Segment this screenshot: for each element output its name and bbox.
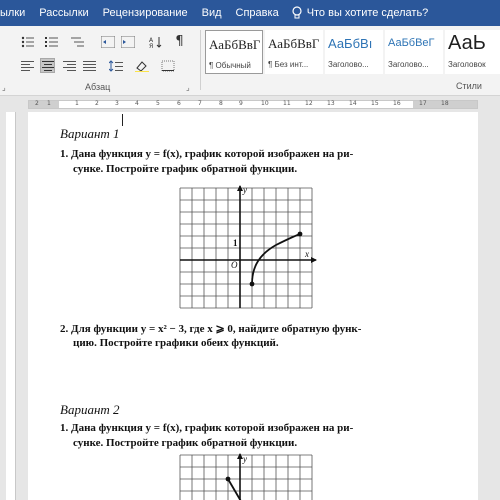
function-graph-2 [176,453,318,500]
variant-2-title: Вариант 2 [60,402,120,417]
ruler-tick: 5 [156,100,160,107]
ruler-tick: 8 [219,100,223,107]
function-graph-1 [176,184,318,314]
ruler-tick: 15 [371,100,379,107]
ruler-left-margin [29,101,59,108]
style-preview: АаБбВеГ [388,37,435,49]
ruler-tick: 18 [441,100,449,107]
ruler-tick: 13 [327,100,335,107]
ribbon [0,26,500,96]
style-heading-2[interactable] [385,30,443,74]
align-center-icon[interactable] [40,58,55,73]
styles-group-label: Стили [456,81,482,91]
ruler-tick: 4 [135,100,139,107]
align-left-icon[interactable] [20,58,35,73]
tab-links[interactable]: ылки [0,7,26,19]
x-axis-label: x [305,249,309,259]
ruler-tick: 1 [47,100,51,107]
increase-indent-icon[interactable] [120,34,135,49]
origin-label: O [231,260,238,270]
document-page[interactable] [28,112,478,500]
tab-view[interactable]: Вид [201,7,222,19]
ruler-tick: 12 [305,100,313,107]
style-no-spacing[interactable] [265,30,323,74]
y-axis-label: y [243,185,247,195]
ruler-tick: 2 [35,100,39,107]
paragraph-launcher-icon[interactable]: ⌟ [186,83,190,92]
style-preview: АаБбВı [328,36,373,51]
y-axis-label: y [243,454,247,464]
grid [180,188,312,308]
line-spacing-icon[interactable] [108,58,123,73]
unit-label: 1 [233,238,238,248]
x-axis-arrow [311,257,317,263]
style-preview: АаБбВвГ [268,36,320,51]
tell-me-label: Что вы хотите сделать? [306,7,429,19]
ruler-tick: 16 [393,100,401,107]
v2-task-1-line-2: сунке. Постройте график обратной функции. [73,437,298,449]
horizontal-ruler[interactable] [28,100,478,109]
style-normal[interactable] [205,30,263,74]
justify-icon[interactable] [82,58,97,73]
ruler-tick: 2 [95,100,99,107]
style-name: Заголово... [328,60,369,69]
tell-me-box[interactable] [286,6,429,20]
curve-start-point [226,477,231,482]
tab-help[interactable]: Справка [235,7,279,19]
text-cursor [122,114,123,126]
style-title[interactable] [445,30,500,74]
task-2-line-1: 2. Для функции y = x² − 3, где x ⩾ 0, найдите обратную функ- [60,323,362,335]
font-launcher-icon[interactable]: ⌟ [2,83,6,92]
paragraph-group [0,26,200,96]
ruler-tick: 10 [261,100,269,107]
ribbon-separator [200,30,201,90]
v2-task-1-line-1: 1. Дана функция y = f(x), график которой изображен на ри- [60,422,354,434]
svg-text:А: А [148,36,153,44]
ruler-tick: 9 [239,100,243,107]
style-name: ¶ Обычный [209,61,251,70]
svg-text:Я: Я [148,42,153,48]
multilevel-list-icon[interactable] [70,34,85,49]
ruler-tick: 11 [283,100,291,107]
task-1-line-1: 1. Дана функция y = f(x), график которой изображен на ри- [60,148,354,160]
style-name: Заголовок [448,60,486,69]
curve-start-point [250,282,255,287]
variant-1-title: Вариант 1 [60,126,120,141]
curve-end-point [298,232,303,237]
ruler-tick: 14 [349,100,357,107]
style-heading-1[interactable] [325,30,383,74]
task-1-line-2: сунке. Постройте график обратной функции. [73,163,298,175]
style-preview: АаЬ [448,32,486,54]
task-2-line-2: цию. Постройте графики обеих функций. [73,337,279,349]
style-name: Заголово... [388,60,429,69]
ruler-tick: 6 [177,100,181,107]
style-name: ¶ Без инт... [268,60,309,69]
bullets-icon[interactable] [20,34,35,49]
pilcrow-icon[interactable]: ¶ [175,34,184,49]
lightbulb-icon [292,6,302,20]
style-preview: АаБбВвГ [209,37,261,52]
tab-review[interactable]: Рецензирование [102,7,188,19]
ruler-tick: 1 [75,100,79,107]
menu-bar [0,0,500,26]
ruler-tick: 17 [419,100,427,107]
ruler-tick: 3 [115,100,119,107]
vertical-ruler[interactable] [6,112,16,500]
sort-icon[interactable] [148,34,163,49]
tab-mailings[interactable]: Рассылки [39,7,89,19]
paragraph-group-label: Абзац [85,82,111,92]
align-right-icon[interactable] [62,58,77,73]
ruler-tick: 7 [198,100,202,107]
shading-icon[interactable] [134,58,149,73]
numbering-icon[interactable] [44,34,59,49]
decrease-indent-icon[interactable] [100,34,115,49]
borders-icon[interactable] [160,58,175,73]
styles-gallery [205,30,500,80]
